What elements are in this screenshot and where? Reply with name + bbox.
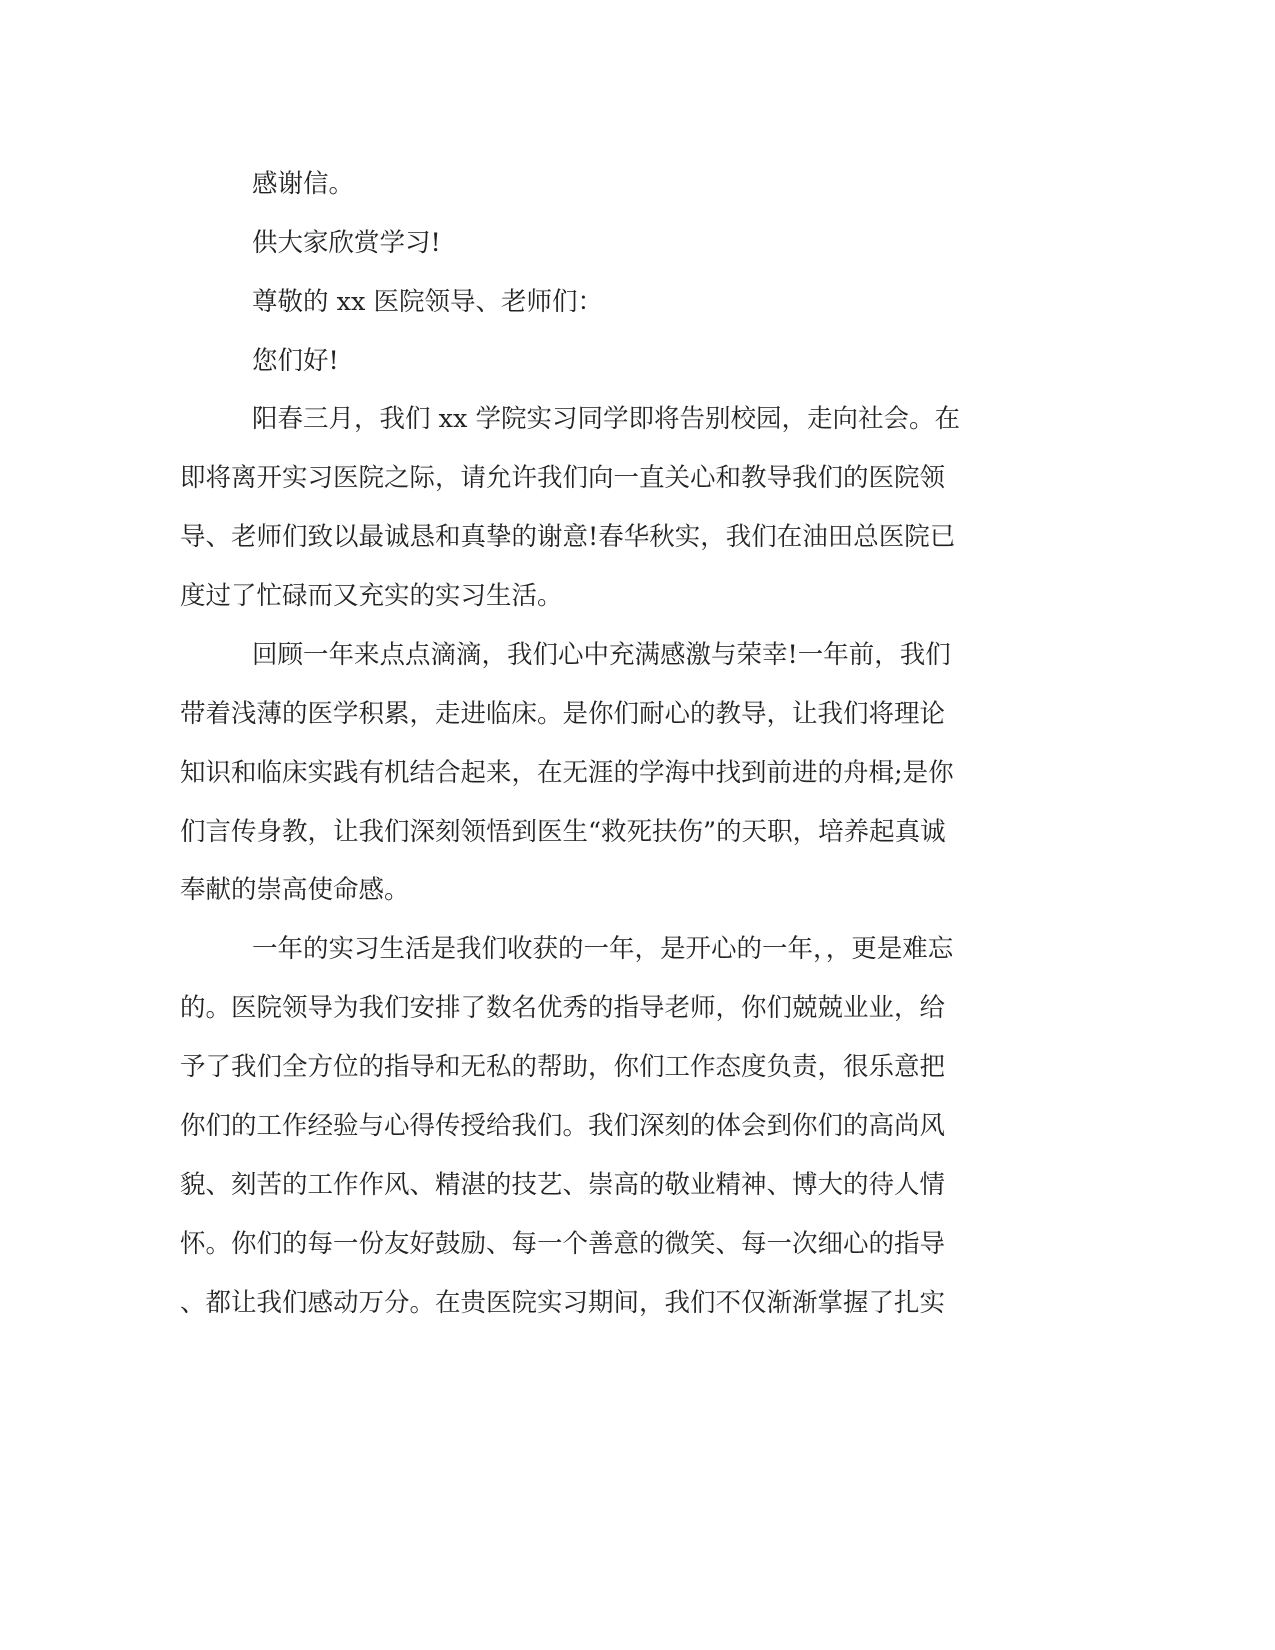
text-line-title: 感谢信。	[252, 169, 355, 199]
text-line-greeting: 您们好!	[252, 346, 339, 376]
text-line: 即将离开实习医院之际，请允许我们向一直关心和教导我们的医院领	[180, 463, 946, 493]
text-line: 貌、刻苦的工作作风、精湛的技艺、崇高的敬业精神、博大的待人情	[180, 1170, 946, 1200]
text-line-intro: 供大家欣赏学习!	[252, 228, 441, 258]
text-line: 怀。你们的每一份友好鼓励、每一个善意的微笑、每一次细心的指导	[180, 1229, 946, 1259]
text-line: 奉献的崇高使命感。	[180, 875, 410, 905]
text-line: 度过了忙碌而又充实的实习生活。	[180, 581, 563, 611]
text-line: 回顾一年来点点滴滴，我们心中充满感激与荣幸!一年前，我们	[252, 640, 951, 670]
text-line: 的。医院领导为我们安排了数名优秀的指导老师，你们兢兢业业，给	[180, 993, 946, 1023]
text-line: 们言传身教，让我们深刻领悟到医生“救死扶伤”的天职，培养起真诚	[180, 817, 946, 847]
text-line: 阳春三月，我们 xx 学院实习同学即将告别校园，走向社会。在	[252, 404, 960, 434]
text-line: 予了我们全方位的指导和无私的帮助，你们工作态度负责，很乐意把	[180, 1052, 946, 1082]
text-line: 知识和临床实践有机结合起来，在无涯的学海中找到前进的舟楫;是你	[180, 758, 954, 788]
text-line: 、都让我们感动万分。在贵医院实习期间，我们不仅渐渐掌握了扎实	[180, 1288, 946, 1318]
text-line: 带着浅薄的医学积累，走进临床。是你们耐心的教导，让我们将理论	[180, 699, 946, 729]
text-line: 你们的工作经验与心得传授给我们。我们深刻的体会到你们的高尚风	[180, 1111, 946, 1141]
text-line: 导、老师们致以最诚恳和真挚的谢意!春华秋实，我们在油田总医院已	[180, 522, 956, 552]
text-line: 一年的实习生活是我们收获的一年，是开心的一年，，更是难忘	[252, 934, 954, 964]
text-line-salutation: 尊敬的 xx 医院领导、老师们：	[252, 287, 603, 317]
